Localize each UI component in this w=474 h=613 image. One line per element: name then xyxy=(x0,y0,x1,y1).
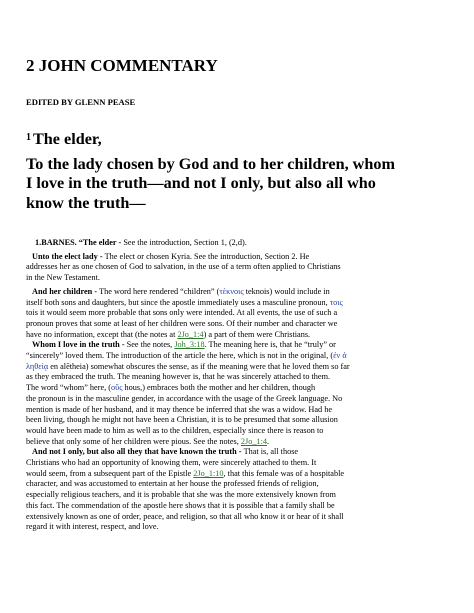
commentary-paragraph-elect-lady: Unto the elect lady - The elect or chosen Kyria. See the introduction, Section 2. He xyxy=(32,251,310,261)
paragraph-label: Unto the elect lady - xyxy=(32,251,105,261)
scripture-reference-link[interactable]: 2Jo_1:4 xyxy=(240,436,268,446)
commentary-body: 1.BARNES. “The elder - See the introduction, Section 1, (2,d). Unto the elect lady - The elect or chosen Kyria. See the introduction, Section 2. He addresses her as one chosen of God to salvation, in the use of a term often applied to Christians in the New Testament. And her children - The word here rendered “children” (τέκνοις teknois) would include in itself both sons and daughters, but since the apostle immediately uses a masculine pronoun, τοις tois it would seem more probable that sons only were intended. At all events, the use of such a pronoun proves that some at least of her children were sons. Of their number and character we have no information, except that (the notes at 2Jo_1:4) a part of them were Christians. Whom I love in the truth - See the notes, Joh_3:18. The meaning here is, that he “truly” or “sincerely” loved them. The introduction of the article the here, which is not in the original, (ἐν ἀ ληθείᾳ en alētheia) somewhat obscures the sense, as if the meaning were that he loved them so far as they embraced the truth. The meaning however is, that he was sincerely attached to them. The word “whom” here, (οὕς hous,) embraces both the mother and her children, though the pronoun is in the masculine gender, in accordance with the usage of the Greek language. No mention is made of her husband, and it may thence be inferred that she was a widow. Had he been living, though he might not have been a Christian, it is to be presumed that some allusion would have been made to him as well as to the children, especially since there is reason to believe that only some of her children were pious. See the notes, 2Jo_1:4. And not I only, but also all they that have known the truth - That is, all those Christians who had an opportunity of knowing them, were sincerely attached to them. It would seem, from a subsequent part of the Epistle 2Jo_1:10, that this female was of a hospitable character, and was accustomed to entertain at her house the professed friends of religion, especially religious teachers, and it is probable that she was the more extensively known from this fact. The commendation of the apostle here shows that it is possible that a family shall be extensively known as one of order, peace, and religion, so that all who know it or hear of it shall regard it with interest, respect, and love. xyxy=(26,238,462,533)
commentary-paragraph-love-in-truth: Whom I love in the truth - See the notes, Joh_3:18. The meaning here is, that he “truly” or xyxy=(32,340,336,350)
verse-number: 1 xyxy=(26,132,31,143)
paragraph-label: 1.BARNES. “The elder - xyxy=(35,238,124,247)
paragraph-label: And her children - xyxy=(32,286,100,296)
document-subtitle: EDITED BY GLENN PEASE xyxy=(26,97,136,107)
paragraph-label: And not I only, but also all they that have known the truth - xyxy=(32,447,244,457)
greek-word: οὕς xyxy=(111,383,123,393)
commentary-paragraph-barnes: 1.BARNES. “The elder - See the introduction, Section 1, (2,d). xyxy=(35,238,247,247)
verse-address-line: To the lady chosen by God and to her children, whom xyxy=(26,154,395,173)
scripture-reference-link[interactable]: Joh_3:18 xyxy=(174,340,205,350)
verse-address-line: know the truth— xyxy=(26,193,146,212)
commentary-paragraph-all-who-know: And not I only, but also all they that have known the truth - That is, all those xyxy=(32,447,299,457)
greek-word: τοις xyxy=(329,297,343,307)
commentary-paragraph-children: And her children - The word here rendered “children” (τέκνοις teknois) would include in xyxy=(32,286,330,296)
greek-word: ἐν ἀ xyxy=(333,351,347,361)
scripture-reference-link[interactable]: 2Jo_1:4 xyxy=(177,329,204,339)
verse-line-1 xyxy=(26,130,466,150)
verse-speaker: The elder, xyxy=(33,130,102,148)
verse-block xyxy=(26,130,466,213)
paragraph-label: Whom I love in the truth - xyxy=(32,340,127,350)
greek-word: τέκνοις xyxy=(219,286,244,296)
scripture-reference-link[interactable]: 2Jo_1:10 xyxy=(193,468,224,478)
verse-address-line: I love in the truth—and not I only, but also all who xyxy=(26,174,376,192)
greek-word: ληθείᾳ xyxy=(26,361,49,371)
document-title: 2 JOHN COMMENTARY xyxy=(26,56,218,75)
